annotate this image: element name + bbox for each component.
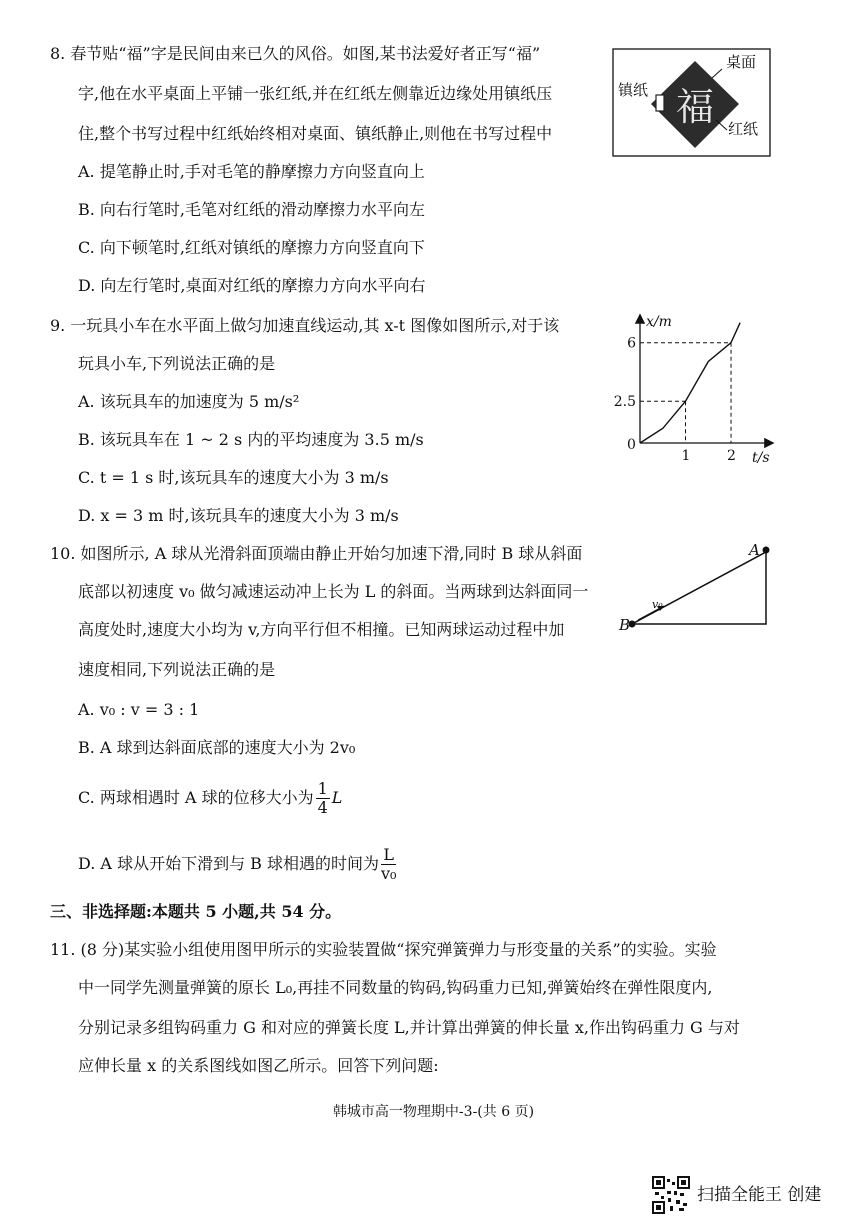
q9-option-d: D. x = 3 m 时,该玩具车的速度大小为 3 m/s bbox=[78, 506, 399, 525]
q11-line-1: 11. (8 分)某实验小组使用图甲所示的实验装置做“探究弹簧弹力与形变量的关系”的实验。实验 bbox=[50, 940, 717, 959]
q11-line-2: 中一同学先测量弹簧的原长 L₀,再挂不同数量的钩码,钩码重力已知,弹簧始终在弹性限度内, bbox=[78, 978, 713, 997]
q9-option-b: B. 该玩具车在 1 ~ 2 s 内的平均速度为 3.5 m/s bbox=[78, 430, 424, 449]
fraction-numerator: 1 bbox=[317, 779, 328, 798]
qr-code-icon bbox=[652, 1176, 690, 1214]
fraction-l-over-v0 bbox=[381, 846, 396, 883]
q10-option-a: A. v₀ : v = 3 : 1 bbox=[78, 700, 200, 719]
q10-line-2: 底部以初速度 v₀ 做匀减速运动冲上长为 L 的斜面。当两球到达斜面同一 bbox=[78, 582, 589, 601]
weight-label: 镇纸 bbox=[618, 81, 649, 99]
y-axis-label: x/m bbox=[646, 314, 672, 330]
page-footer: 韩城市高一物理期中-3-(共 6 页) bbox=[332, 1104, 535, 1120]
q10-option-d-text: D. A 球从开始下滑到与 B 球相遇的时间为 bbox=[78, 854, 380, 873]
q8-option-a: A. 提笔静止时,手对毛笔的静摩擦力方向竖直向上 bbox=[78, 162, 425, 181]
q10-option-d bbox=[78, 846, 398, 883]
y-tick-label-2.5: 2.5 bbox=[613, 394, 636, 411]
section-3-heading: 三、非选择题:本题共 5 小题,共 54 分。 bbox=[50, 902, 342, 921]
q10-option-c bbox=[78, 780, 342, 817]
q8-figure-desk bbox=[612, 48, 772, 158]
label-a: A bbox=[749, 541, 760, 559]
label-b: B bbox=[619, 616, 631, 634]
q9-option-c: C. t = 1 s 时,该玩具车的速度大小为 3 m/s bbox=[78, 468, 389, 487]
series-line bbox=[640, 323, 740, 443]
q8-line-1: 8. 春节贴“福”字是民间由来已久的风俗。如图,某书法爱好者正写“福” bbox=[50, 44, 541, 63]
q8-option-c: C. 向下顿笔时,红纸对镇纸的摩擦力方向竖直向下 bbox=[78, 238, 425, 257]
q10-incline-figure bbox=[618, 538, 778, 638]
fraction-numerator: L bbox=[381, 846, 396, 865]
q11-line-4: 应伸长量 x 的关系图线如图乙所示。回答下列问题: bbox=[78, 1056, 439, 1075]
q11-line-3: 分别记录多组钩码重力 G 和对应的弹簧长度 L,并计算出弹簧的伸长量 x,作出钩码重力 G 与对 bbox=[78, 1018, 740, 1037]
fraction-denominator: v₀ bbox=[381, 864, 397, 883]
origin-label: 0 bbox=[627, 437, 636, 453]
ball-a bbox=[763, 547, 770, 554]
q10-option-c-text: C. 两球相遇时 A 球的位移大小为 bbox=[78, 788, 314, 807]
incline-triangle bbox=[632, 552, 766, 624]
q9-line-1: 9. 一玩具小车在水平面上做匀加速直线运动,其 x-t 图像如图所示,对于该 bbox=[50, 316, 560, 335]
scanner-watermark: 扫描全能王 创建 bbox=[697, 1185, 822, 1205]
fraction-one-quarter bbox=[316, 780, 330, 817]
q9-xt-graph bbox=[612, 310, 777, 465]
paper-label: 红纸 bbox=[728, 120, 759, 138]
paper-weight bbox=[656, 95, 664, 111]
q8-line-3: 住,整个书写过程中红纸始终相对桌面、镇纸静止,则他在书写过程中 bbox=[78, 124, 553, 143]
q10-option-c-tail: L bbox=[331, 788, 343, 807]
q10-option-b: B. A 球到达斜面底部的速度大小为 2v₀ bbox=[78, 738, 356, 757]
q8-line-2: 字,他在水平桌面上平铺一张红纸,并在红纸左侧靠近边缘处用镇纸压 bbox=[78, 84, 553, 103]
x-tick-label-1: 1 bbox=[681, 448, 691, 464]
fraction-denominator: 4 bbox=[317, 798, 328, 817]
x-axis-label: t/s bbox=[752, 450, 770, 465]
q10-line-3: 高度处时,速度大小均为 v,方向平行但不相撞。已知两球运动过程中加 bbox=[78, 620, 565, 639]
q9-option-a: A. 该玩具车的加速度为 5 m/s² bbox=[78, 392, 300, 411]
y-tick-label-6: 6 bbox=[627, 335, 636, 352]
q9-line-2: 玩具小车,下列说法正确的是 bbox=[78, 354, 276, 373]
x-tick-label-2: 2 bbox=[727, 448, 736, 464]
fu-character: 福 bbox=[675, 85, 715, 129]
q10-line-4: 速度相同,下列说法正确的是 bbox=[78, 660, 276, 679]
q8-option-d: D. 向左行笔时,桌面对红纸的摩擦力方向水平向右 bbox=[78, 276, 426, 295]
q10-line-1: 10. 如图所示, A 球从光滑斜面顶端由静止开始匀加速下滑,同时 B 球从斜面 bbox=[50, 544, 583, 563]
label-v0: v₀ bbox=[652, 598, 663, 611]
desk-label: 桌面 bbox=[726, 53, 757, 71]
q8-option-b: B. 向右行笔时,毛笔对红纸的滑动摩擦力水平向左 bbox=[78, 200, 426, 219]
